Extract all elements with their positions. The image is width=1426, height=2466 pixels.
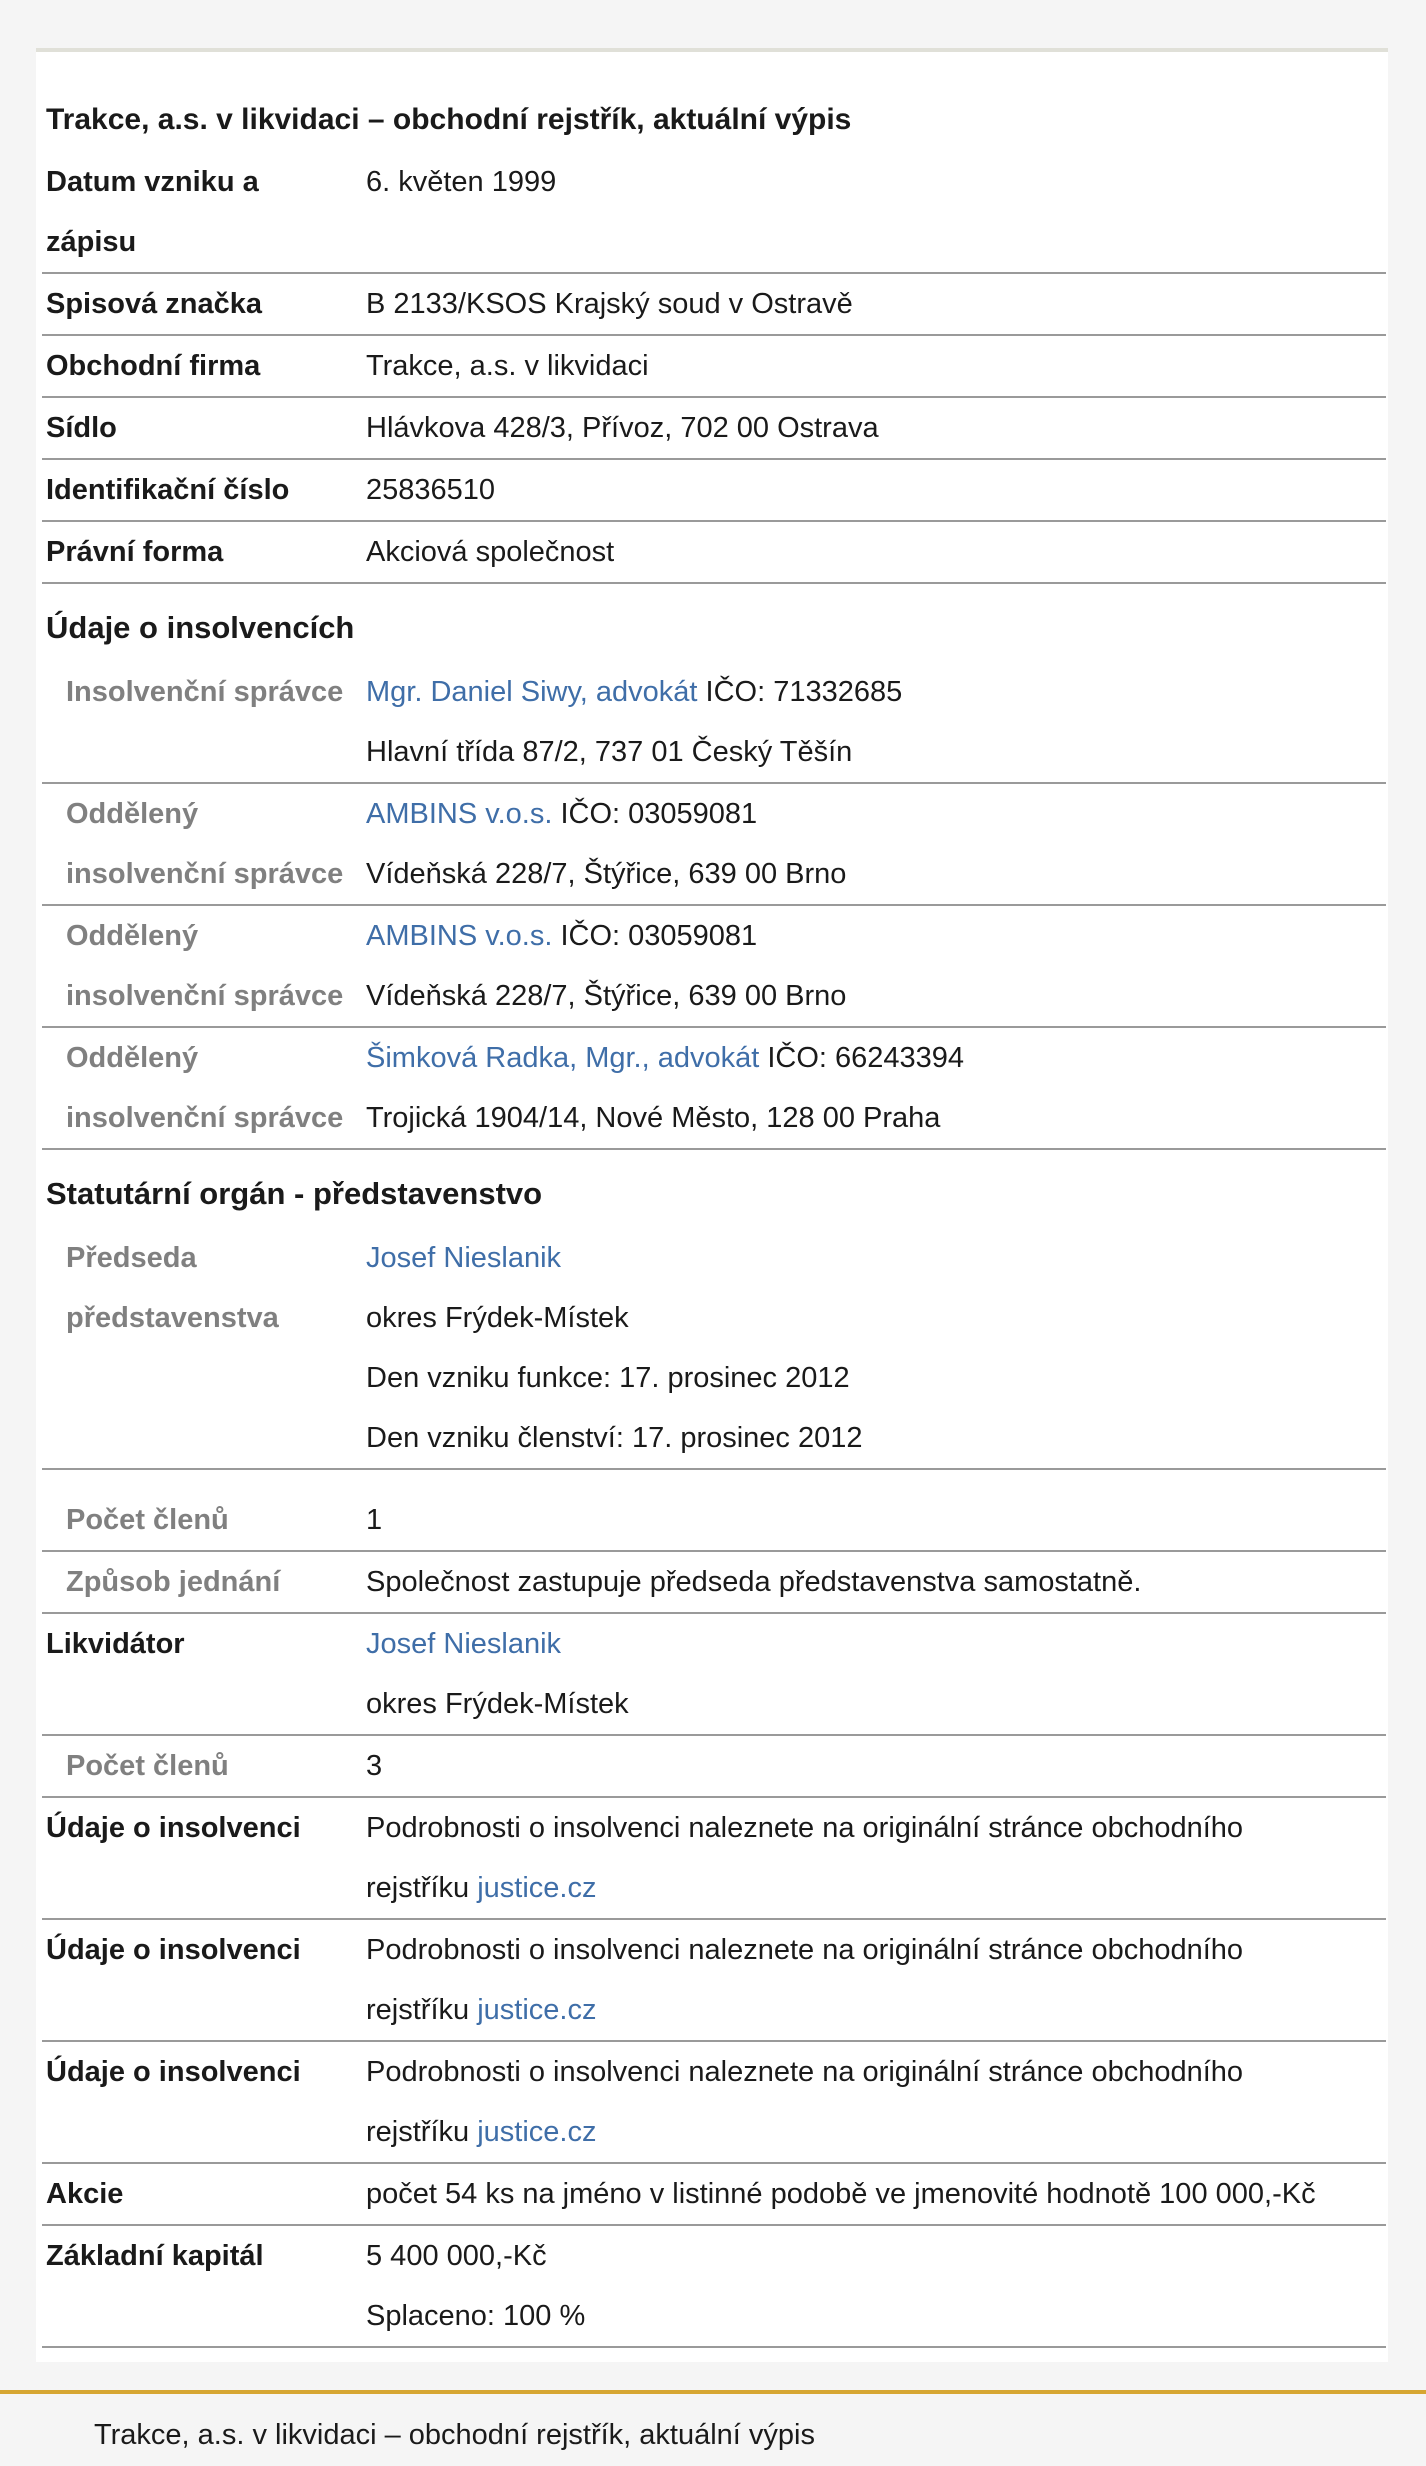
value-oddeleny-3-adresa: Trojická 1904/14, Nové Město, 128 00 Praha <box>366 1102 941 1134</box>
label-likvidator: Likvidátor <box>46 1628 185 1660</box>
link-predseda[interactable]: Josef Nieslanik <box>366 1242 562 1274</box>
label-obchodni-firma: Obchodní firma <box>46 350 261 382</box>
label-spisova-znacka: Spisová značka <box>46 288 262 320</box>
label-predseda-b: představenstva <box>66 1302 279 1334</box>
value-oddeleny-1 <box>366 784 1366 844</box>
label-oddeleny-1: Oddělený <box>66 798 199 830</box>
value-pocet-clenu: 1 <box>366 1504 383 1536</box>
label-udaje-insolvenci-3: Údaje o insolvenci <box>46 2056 301 2088</box>
value-udaje-insolvenci-3-b <box>366 2102 1366 2162</box>
label-udaje-insolvenci-2: Údaje o insolvenci <box>46 1934 301 1966</box>
label-udaje-insolvenci-1: Údaje o insolvenci <box>46 1812 301 1844</box>
value-spisova-znacka: B 2133/KSOS Krajský soud v Ostravě <box>366 288 853 320</box>
label-zakladni-kapital: Základní kapitál <box>46 2240 264 2272</box>
label-identifikacni-cislo: Identifikační číslo <box>46 474 290 506</box>
value-datum-vzniku: 6. květen 1999 <box>366 166 557 198</box>
value-predseda-funkce: Den vzniku funkce: 17. prosinec 2012 <box>366 1362 850 1394</box>
value-pravni-forma: Akciová společnost <box>366 536 615 568</box>
link-ambins-1[interactable]: AMBINS v.o.s. <box>366 798 553 830</box>
value-insolvencni-spravce-adresa: Hlavní třída 87/2, 737 01 Český Těšín <box>366 736 853 768</box>
spravce-ico: IČO: 71332685 <box>697 676 903 708</box>
label-oddeleny-2-b: insolvenční správce <box>66 980 344 1012</box>
value-oddeleny-2-adresa: Vídeňská 228/7, Štýřice, 639 00 Brno <box>366 980 847 1012</box>
link-insolvencni-spravce[interactable]: Mgr. Daniel Siwy, advokát <box>366 676 698 708</box>
divider <box>42 2346 1386 2348</box>
value-likvidator-okres: okres Frýdek-Místek <box>366 1688 629 1720</box>
label-datum-vzniku-1: Datum vzniku a <box>46 166 259 198</box>
rejstriku-text: rejstříku <box>366 1872 478 1904</box>
label-oddeleny-3-b: insolvenční správce <box>66 1102 344 1134</box>
value-oddeleny-2 <box>366 906 1366 966</box>
link-justice-1[interactable]: justice.cz <box>477 1872 597 1904</box>
value-splaceno: Splaceno: 100 % <box>366 2300 586 2332</box>
label-oddeleny-3: Oddělený <box>66 1042 199 1074</box>
value-predseda-clenstvi: Den vzniku členství: 17. prosinec 2012 <box>366 1422 863 1454</box>
rejstriku-text: rejstříku <box>366 2116 478 2148</box>
label-pravni-forma: Právní forma <box>46 536 224 568</box>
oddeleny-3-ico: IČO: 66243394 <box>759 1042 965 1074</box>
link-justice-2[interactable]: justice.cz <box>477 1994 597 2026</box>
label-likvidator-pocet: Počet členů <box>66 1750 229 1782</box>
label-insolvencni-spravce: Insolvenční správce <box>66 676 344 708</box>
value-udaje-insolvenci-2: Podrobnosti o insolvenci naleznete na originální stránce obchodního <box>366 1934 1244 1966</box>
value-likvidator <box>366 1614 1366 1674</box>
footer <box>0 2390 1426 2466</box>
divider <box>42 582 1386 584</box>
oddeleny-2-ico: IČO: 03059081 <box>552 920 758 952</box>
value-zakladni-kapital: 5 400 000,-Kč <box>366 2240 547 2272</box>
divider <box>42 1468 1386 1470</box>
rejstriku-text: rejstříku <box>366 1994 478 2026</box>
link-justice-3[interactable]: justice.cz <box>477 2116 597 2148</box>
value-likvidator-pocet: 3 <box>366 1750 383 1782</box>
section-heading-insolvence: Údaje o insolvencích <box>46 610 355 645</box>
divider <box>42 1148 1386 1150</box>
value-udaje-insolvenci-3: Podrobnosti o insolvenci naleznete na originální stránce obchodního <box>366 2056 1244 2088</box>
value-obchodni-firma: Trakce, a.s. v likvidaci <box>366 350 649 382</box>
value-udaje-insolvenci-1: Podrobnosti o insolvenci naleznete na originální stránce obchodního <box>366 1812 1244 1844</box>
label-pocet-clenu: Počet členů <box>66 1504 229 1536</box>
value-insolvencni-spravce <box>366 662 1366 722</box>
value-udaje-insolvenci-2-b <box>366 1980 1366 2040</box>
label-akcie: Akcie <box>46 2178 124 2210</box>
value-zpusob-jednani: Společnost zastupuje předseda představenstva samostatně. <box>366 1566 1142 1598</box>
footer-title: Trakce, a.s. v likvidaci – obchodní rejstřík, aktuální výpis <box>94 2419 815 2451</box>
link-simkova[interactable]: Šimková Radka, Mgr., advokát <box>366 1042 760 1074</box>
value-oddeleny-3 <box>366 1028 1366 1088</box>
value-udaje-insolvenci-1-b <box>366 1858 1366 1918</box>
value-predseda-okres: okres Frýdek-Místek <box>366 1302 629 1334</box>
label-sidlo: Sídlo <box>46 412 117 444</box>
value-akcie: počet 54 ks na jméno v listinné podobě ve jmenovité hodnotě 100 000,-Kč <box>366 2178 1316 2210</box>
label-zpusob-jednani: Způsob jednání <box>66 1566 281 1598</box>
value-sidlo: Hlávkova 428/3, Přívoz, 702 00 Ostrava <box>366 412 879 444</box>
value-identifikacni-cislo: 25836510 <box>366 474 496 506</box>
label-oddeleny-1-b: insolvenční správce <box>66 858 344 890</box>
link-likvidator[interactable]: Josef Nieslanik <box>366 1628 562 1660</box>
label-datum-vzniku-2: zápisu <box>46 226 137 258</box>
label-predseda: Předseda <box>66 1242 197 1274</box>
value-predseda <box>366 1228 1366 1288</box>
link-ambins-2[interactable]: AMBINS v.o.s. <box>366 920 553 952</box>
value-oddeleny-1-adresa: Vídeňská 228/7, Štýřice, 639 00 Brno <box>366 858 847 890</box>
label-oddeleny-2: Oddělený <box>66 920 199 952</box>
section-heading-statutarni: Statutární orgán - představenstvo <box>46 1176 543 1211</box>
oddeleny-1-ico: IČO: 03059081 <box>552 798 758 830</box>
page-title: Trakce, a.s. v likvidaci – obchodní rejstřík, aktuální výpis <box>46 103 852 136</box>
